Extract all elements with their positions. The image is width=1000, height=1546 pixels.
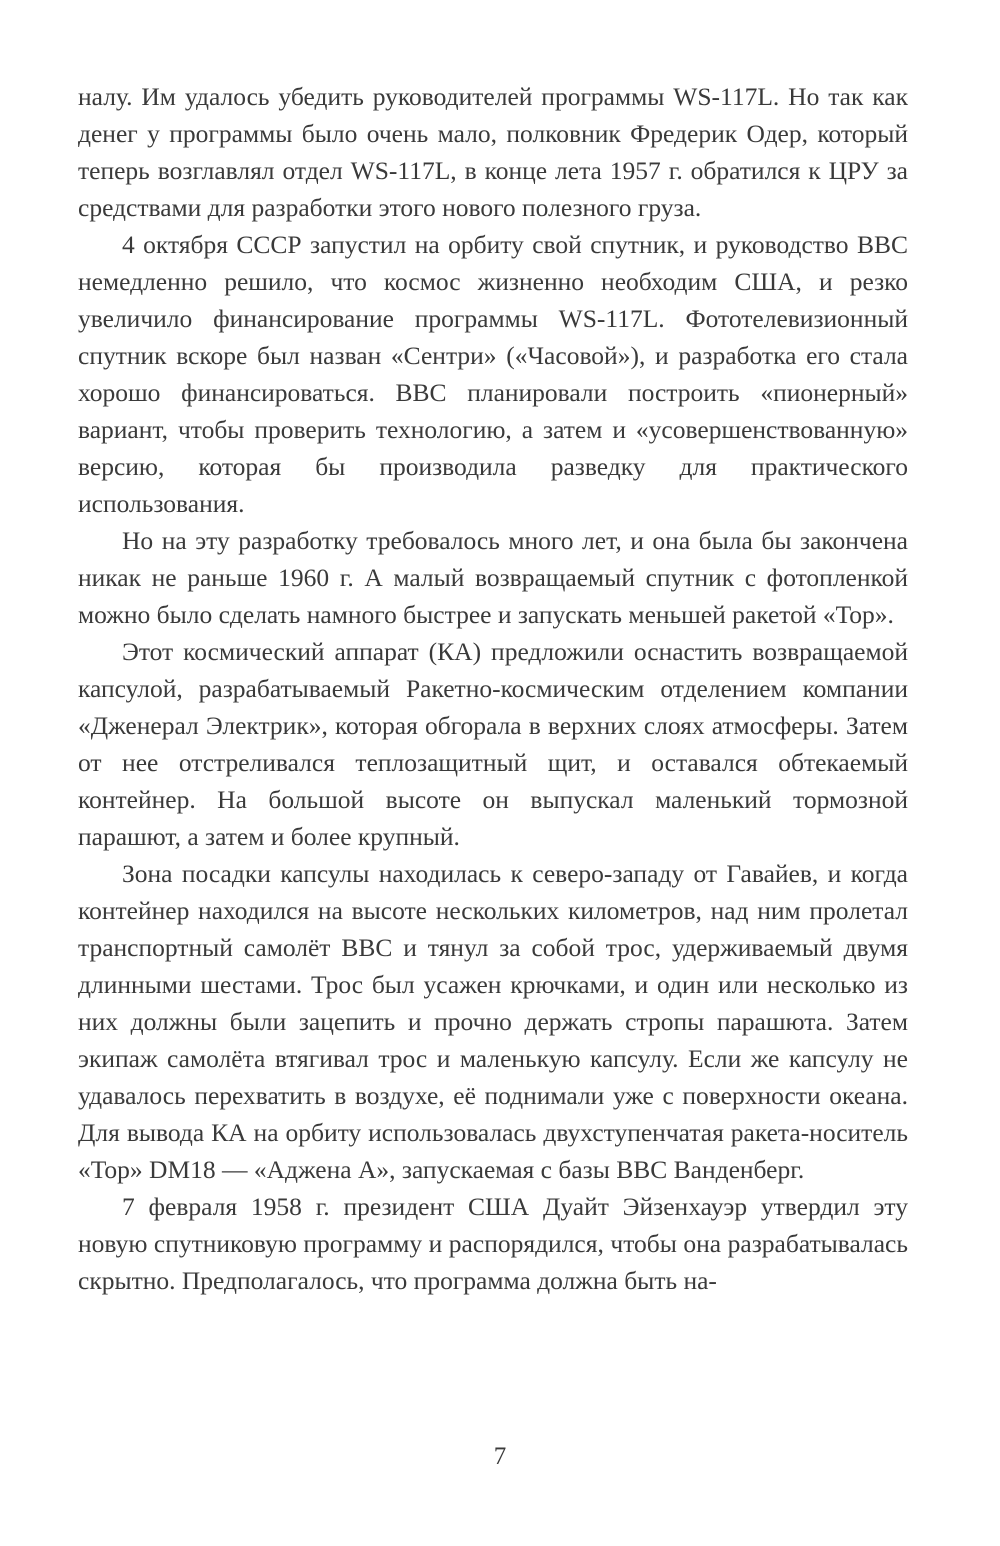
paragraph-thor-rocket: Но на эту разработку требовалось много лет, и она была бы закончена никак не раньше 1960 г. А малый возвращаемый спутник с фотопленкой можно было сделать намного быстрее и запускать меньшей ракетой «Тор». — [78, 526, 908, 629]
page-body — [78, 78, 908, 1299]
paragraph-sputnik-launch: 4 октября СССР запустил на орбиту свой спутник, и руководство ВВС немедленно решило, что космос жизненно необходим США, и резко увеличило финансирование программы WS-117L. Фототелевизионный спутник вскоре был назван «Сентри» («Часовой»), и разработка его стала хорошо финансироваться. ВВС планировали построить «пионерный» вариант, чтобы проверить технологию, а затем и «усовершенствованную» версию, которая бы производила разведку для практического использования. — [78, 230, 908, 518]
paragraph-return-capsule: Этот космический аппарат (КА) предложили оснастить возвращаемой капсулой, разрабатываемый Ракетно-космическим отделением компании «Дженерал Электрик», которая обгорала в верхних слоях атмосферы. Затем от нее отстреливался теплозащитный щит, и оставался обтекаемый контейнер. На большой высоте он выпускал маленький тормозной парашют, а затем и более крупный. — [78, 637, 908, 851]
page-number: 7 — [493, 1443, 507, 1470]
paragraph-continuation: налу. Им удалось убедить руководителей программы WS-117L. Но так как денег у программы было очень мало, полковник Фредерик Одер, который теперь возглавлял отдел WS-117L, в конце лета 1957 г. обратился к ЦРУ за средствами для разработки этого нового полезного груза. — [78, 82, 908, 222]
paragraph-landing-zone: Зона посадки капсулы находилась к северо-западу от Гавайев, и когда контейнер находился на высоте нескольких километров, над ним пролетал транспортный самолёт ВВС и тянул за собой трос, удерживаемый двумя длинными шестами. Трос был усажен крючками, и один или несколько из них должны были зацепить и прочно держать стропы парашюта. Затем экипаж самолёта втягивал трос и маленькую капсулу. Если же капсулу не удавалось перехватить в воздухе, её поднимали уже с поверхности океана. Для вывода КА на орбиту использовалась двухступенчатая ракета-носитель «Тор» DM18 — «Аджена А», запускаемая с базы ВВС Ванденберг. — [78, 859, 908, 1184]
paragraph-eisenhower: 7 февраля 1958 г. президент США Дуайт Эйзенхауэр утвердил эту новую спутниковую программу и распорядился, чтобы она разрабатывалась скрытно. Предполагалось, что программа должна быть на- — [78, 1192, 908, 1295]
